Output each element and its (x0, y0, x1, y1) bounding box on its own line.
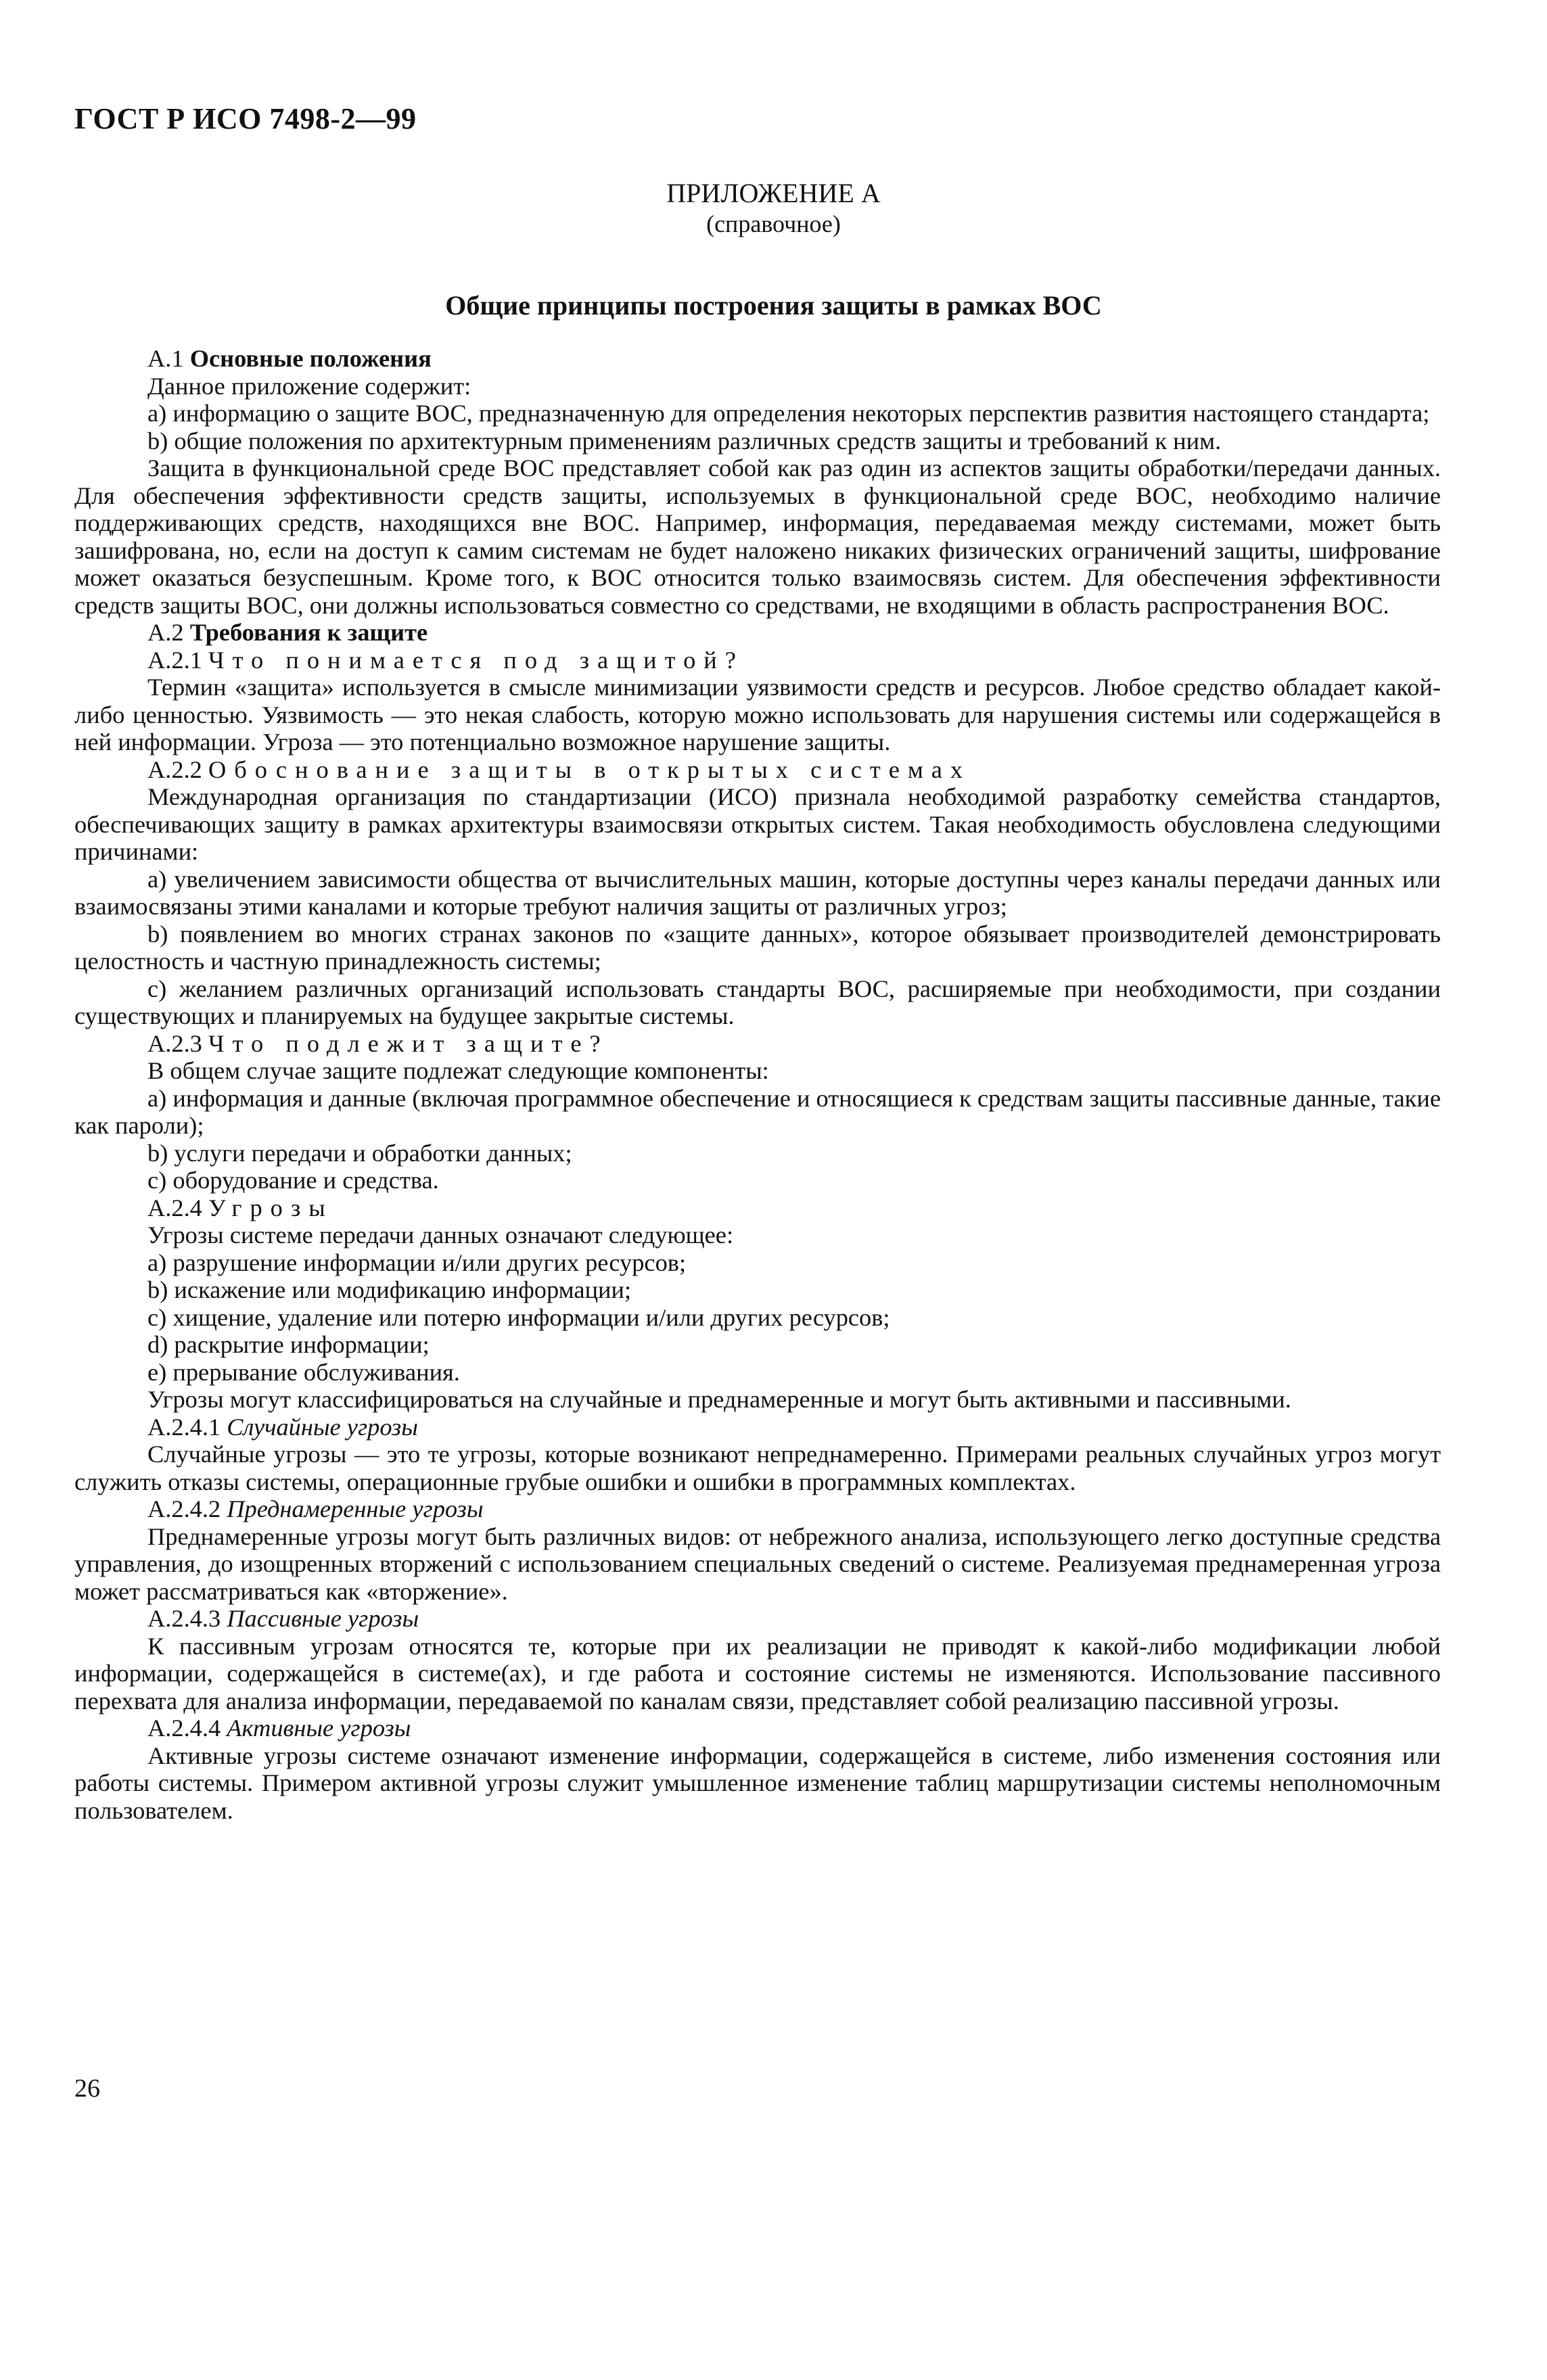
subsection-number: А.2.2 (147, 755, 202, 783)
clause-heading-a241 (74, 1414, 1441, 1441)
list-item: b) услуги передачи и обработки данных; (147, 1139, 572, 1167)
clause-number: А.2.4.4 (147, 1714, 221, 1742)
subsection-heading-a24 (74, 1194, 1441, 1222)
subsection-title: Угрозы (208, 1194, 333, 1221)
standard-code: ГОСТ Р ИСО 7498-2—99 (74, 102, 417, 135)
clause-title: Случайные угрозы (227, 1413, 418, 1441)
paragraph: Термин «защита» используется в смысле минимизации уязвимости средств и ресурсов. Любое средство обладает какой-либо ценностью. Уязвимость — это некая слабость, которую можно использовать для нарушения системы или содержащейся в ней информации. Угроза — это потенциально возможное нарушение защиты. (74, 674, 1441, 755)
paragraph: Угрозы могут классифицироваться на случайные и преднамеренные и могут быть активными и пассивными. (147, 1386, 1291, 1413)
document-body (74, 345, 1441, 1824)
paragraph: В общем случае защите подлежат следующие компоненты: (147, 1057, 769, 1084)
section-number: А.2 (147, 619, 184, 646)
subsection-heading-a22 (74, 756, 1441, 784)
appendix-subtitle: (справочное) (706, 210, 841, 237)
subsection-number: А.2.1 (147, 646, 202, 674)
list-item: а) информацию о защите ВОС, предназначенную для определения некоторых перспектив развития настоящего стандарта; (147, 400, 1430, 427)
subsection-number: А.2.4 (147, 1194, 202, 1221)
clause-heading-a244 (74, 1714, 1441, 1742)
paragraph: Случайные угрозы — это те угрозы, которые возникают непреднамеренно. Примерами реальных случайных угроз могут служить отказы системы, операционные грубые ошибки и ошибки в программных комплектах. (74, 1441, 1441, 1495)
paragraph: К пассивным угрозам относятся те, которые при их реализации не приводят к какой-либо модификации любой информации, содержащейся в системе(ах), и где работа и состояние системы не изменяются. Использование пассивного перехвата для анализа информации, передаваемой по каналам связи, представляет собой реализацию пассивной угрозы. (74, 1632, 1441, 1714)
paragraph: Защита в функциональной среде ВОС представляет собой как раз один из аспектов защиты обработки/передачи данных. Для обеспечения эффективности средств защиты, используемых в функциональной среде ВОС, необходимо наличие поддерживающих средств, находящихся вне ВОС. Например, информация, передаваемая между системами, может быть зашифрована, но, если на доступ к самим системам не будет наложено никаких физических ограничений защиты, шифрование может оказаться безуспешным. Кроме того, к ВОС относится только взаимосвязь систем. Для обеспечения эффективности средств защиты ВОС, они должны использоваться совместно со средствами, не входящими в область распространения ВОС. (74, 454, 1441, 619)
section-heading-a1 (74, 345, 1441, 373)
list-item: е) прерывание обслуживания. (147, 1358, 460, 1386)
appendix-heading: Общие принципы построения защиты в рамках ВОС (445, 290, 1102, 321)
paragraph: Угрозы системе передачи данных означают следующее: (147, 1221, 734, 1249)
clause-title: Преднамеренные угрозы (227, 1495, 484, 1522)
list-item: b) общие положения по архитектурным применениям различных средств защиты и требований к ним. (147, 427, 1222, 454)
clause-title: Пассивные угрозы (227, 1605, 419, 1632)
clause-number: А.2.4.1 (147, 1413, 221, 1441)
list-item: а) разрушение информации и/или других ресурсов; (147, 1249, 687, 1276)
list-item: b) появлением во многих странах законов по «защите данных», которое обязывает производителей демонстрировать целостность и частную принадлежность системы; (74, 920, 1441, 975)
list-item: а) увеличением зависимости общества от вычислительных машин, которые доступны через каналы передачи данных или взаимосвязаны этими каналами и которые требуют наличия защиты от различных угроз; (74, 865, 1441, 920)
page-number: 26 (74, 2074, 100, 2103)
paragraph: Данное приложение содержит: (147, 372, 471, 400)
clause-heading-a242 (74, 1495, 1441, 1523)
paragraph: Международная организация по стандартизации (ИСО) признала необходимой разработку семейства стандартов, обеспечивающих защиту в рамках архитектуры взаимосвязи открытых систем. Такая необходимость обусловлена следующими причинами: (74, 783, 1441, 865)
subsection-heading-a23 (74, 1030, 1441, 1058)
paragraph: Активные угрозы системе означают изменение информации, содержащейся в системе, либо изменения состояния или работы системы. Примером активной угрозы служит умышленное изменение таблиц маршрутизации системы неполномочным пользователем. (74, 1742, 1441, 1824)
section-heading-a2 (74, 619, 1441, 647)
section-title: Требования к защите (189, 619, 428, 646)
clause-heading-a243 (74, 1605, 1441, 1633)
list-item: а) информация и данные (включая программное обеспечение и относящиеся к средствам защиты пассивные данные, такие как пароли); (74, 1084, 1441, 1139)
clause-title: Активные угрозы (227, 1714, 411, 1742)
subsection-heading-a21 (74, 647, 1441, 674)
subsection-title: Что подлежит защите? (208, 1029, 609, 1057)
list-item: с) оборудование и средства. (147, 1167, 439, 1194)
clause-number: А.2.4.3 (147, 1605, 221, 1632)
list-item: с) желанием различных организаций использовать стандарты ВОС, расширяемые при необходимости, при создании существующих и планируемых на будущее закрытые системы. (74, 975, 1441, 1029)
list-item: b) искажение или модификацию информации; (147, 1276, 632, 1303)
list-item: d) раскрытие информации; (147, 1331, 430, 1358)
subsection-title: Обоснование защиты в открытых системах (208, 755, 971, 783)
subsection-title: Что понимается под защитой? (208, 646, 744, 674)
subsection-number: А.2.3 (147, 1029, 202, 1057)
section-title: Основные положения (189, 345, 432, 372)
section-number: А.1 (147, 345, 184, 372)
paragraph: Преднамеренные угрозы могут быть различных видов: от небрежного анализа, использующего легко доступные средства управления, до изощренных вторжений с использованием специальных сведений о системе. Реализуемая преднамеренная угроза может рассматриваться как «вторжение». (74, 1522, 1441, 1605)
appendix-title: ПРИЛОЖЕНИЕ А (666, 178, 881, 208)
list-item: с) хищение, удаление или потерю информации и/или других ресурсов; (147, 1303, 890, 1331)
clause-number: А.2.4.2 (147, 1495, 221, 1522)
